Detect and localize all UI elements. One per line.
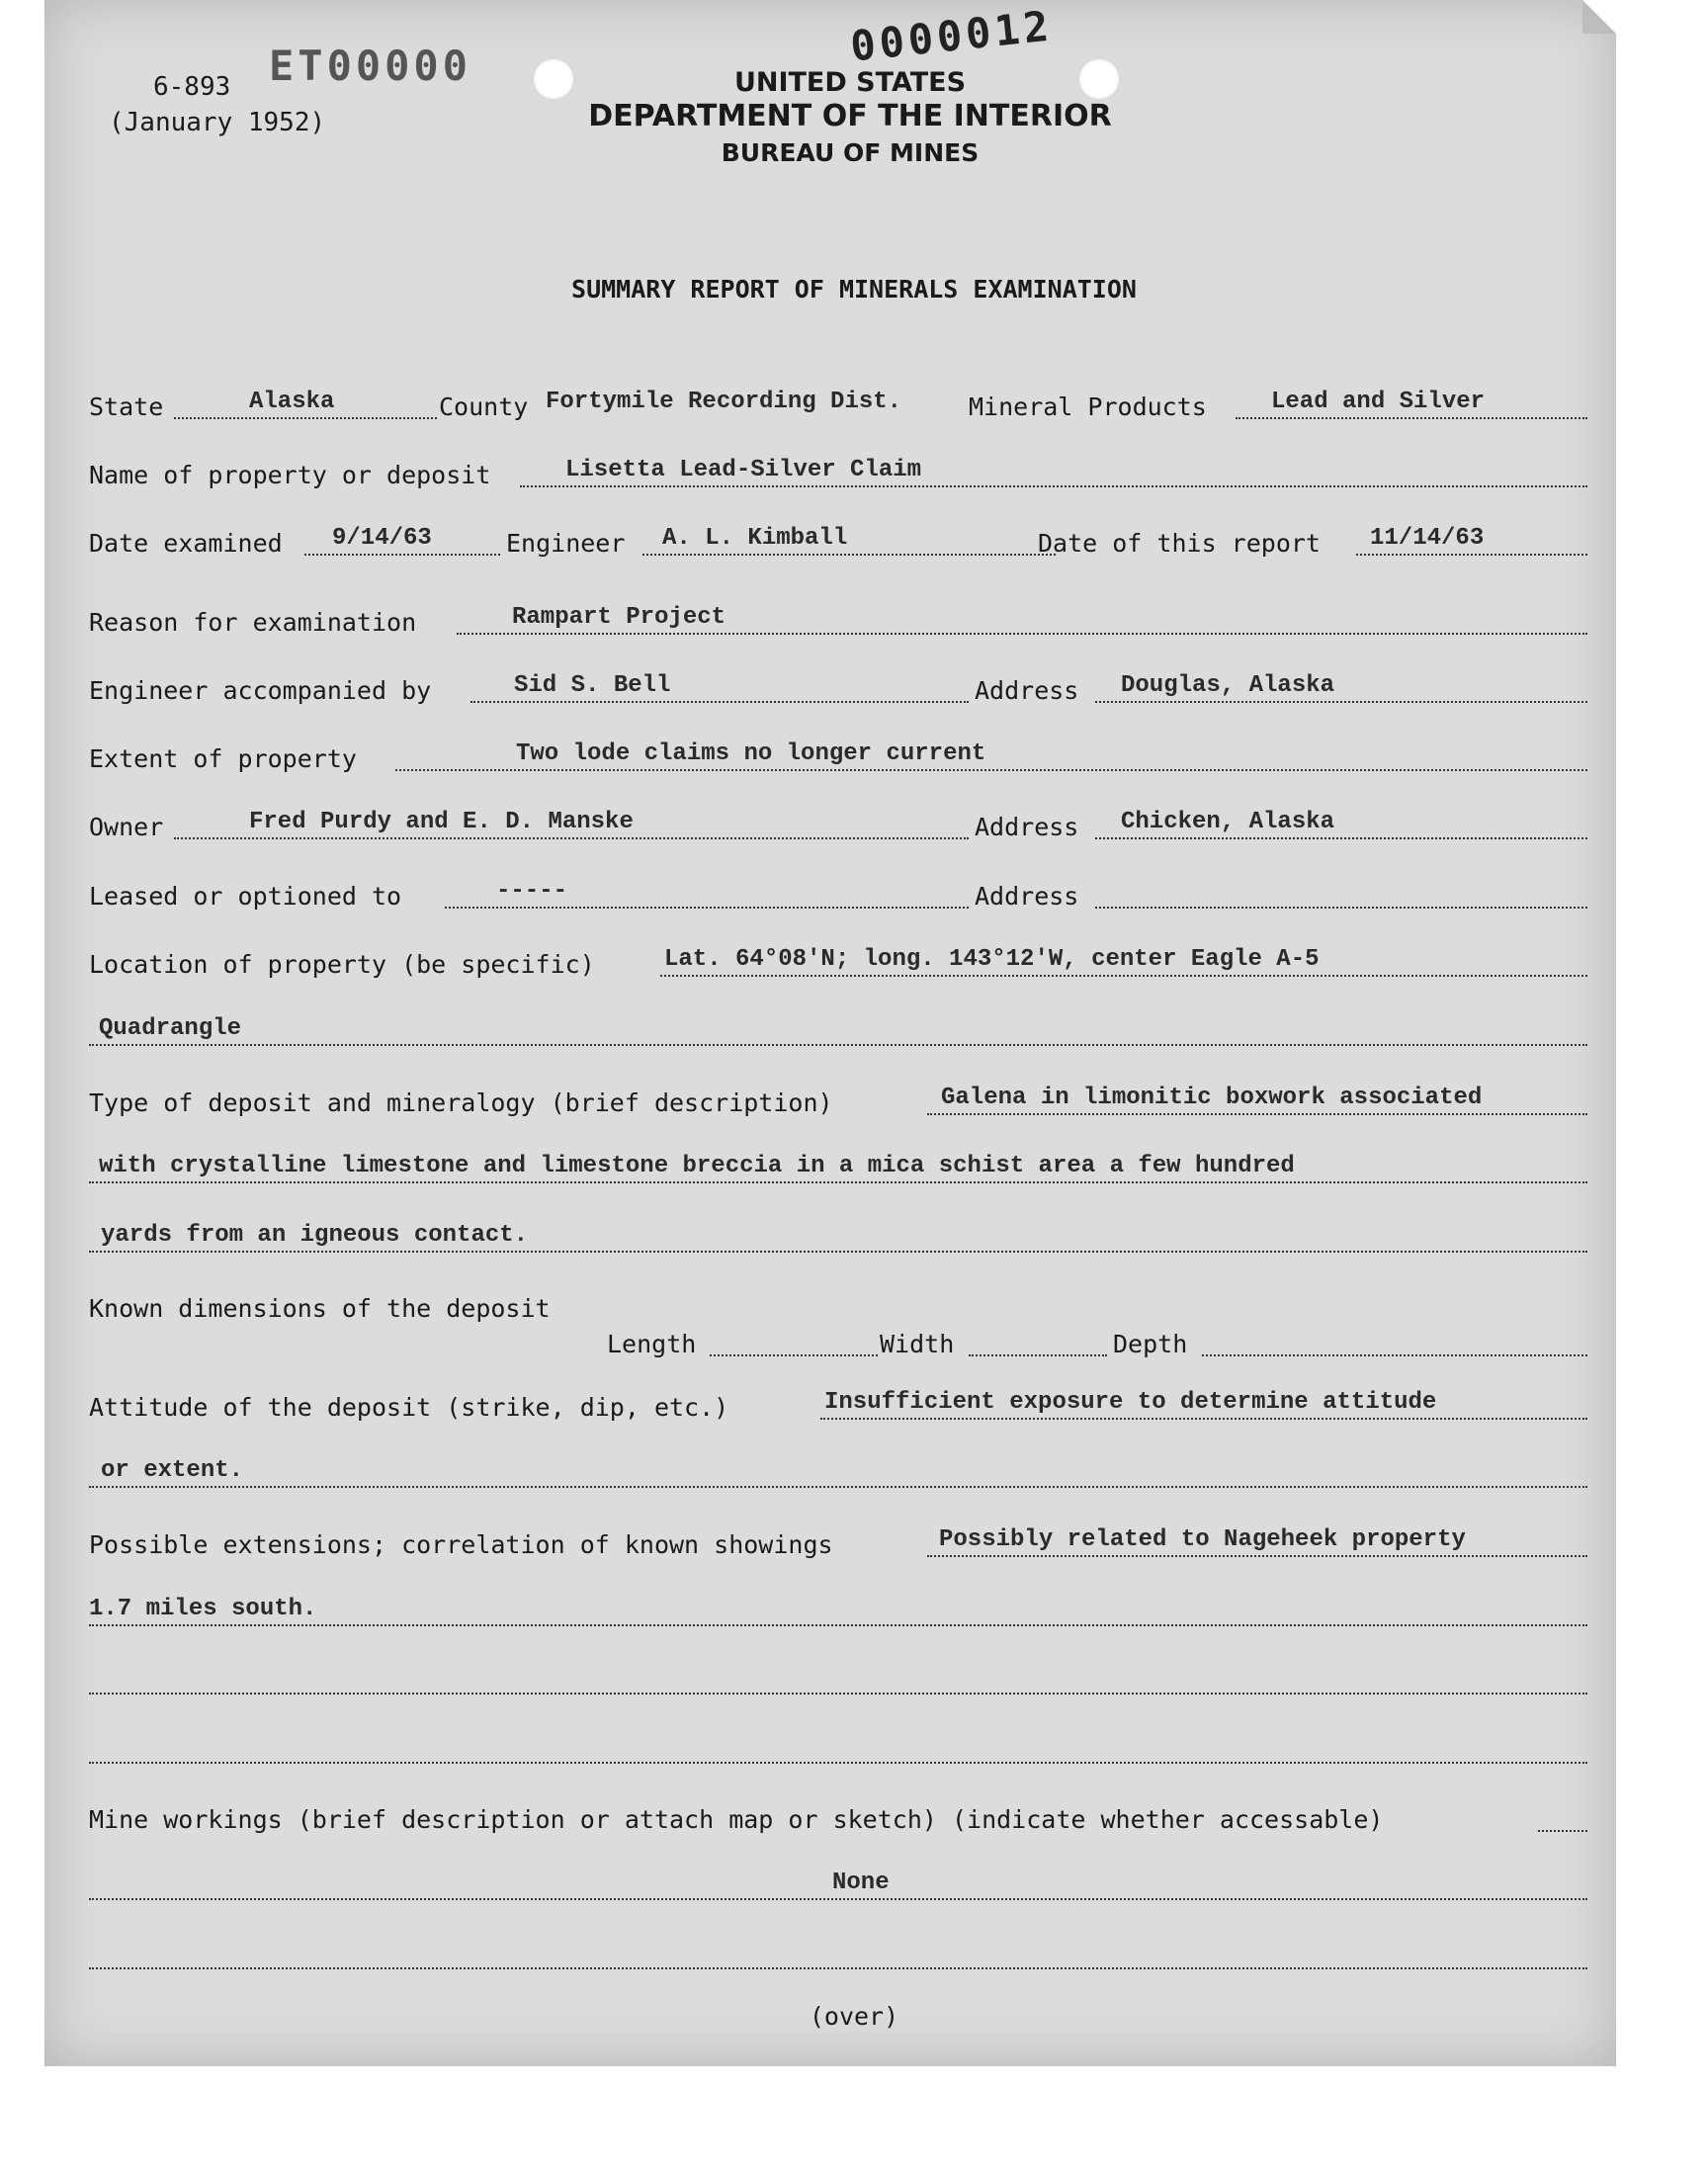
row-location-2 xyxy=(89,1010,1587,1050)
attitude-label: Attitude of the deposit (strike, dip, etc.) xyxy=(89,1393,729,1422)
row-dimensions xyxy=(89,1285,1587,1325)
date-examined-label: Date examined xyxy=(89,529,283,558)
report-date-value: 11/14/63 xyxy=(1370,525,1485,552)
report-date-label: Date of this report xyxy=(1038,529,1321,558)
agency-line-1: UNITED STATES xyxy=(733,67,967,98)
row-dimensions-values xyxy=(89,1321,1587,1360)
over-note: (over) xyxy=(809,2002,899,2031)
row-reason xyxy=(89,599,1587,639)
deposit-type-value-2: with crystalline limestone and limestone breccia in a mica schist area a few hundred xyxy=(99,1153,1295,1179)
deposit-type-value-1: Galena in limonitic boxwork associated xyxy=(941,1085,1483,1111)
leased-label: Leased or optioned to xyxy=(89,882,402,911)
property-name-label: Name of property or deposit xyxy=(89,461,491,489)
stamp-number-left: ET00000 xyxy=(269,42,472,90)
row-leased xyxy=(89,873,1587,913)
row-accompanied xyxy=(89,667,1587,707)
row-blank-2 xyxy=(89,1728,1587,1768)
county-label: County xyxy=(439,392,529,421)
state-label: State xyxy=(89,392,164,421)
accompanied-label: Engineer accompanied by xyxy=(89,676,432,705)
owner-address-value: Chicken, Alaska xyxy=(1121,809,1335,835)
row-deposit-type xyxy=(89,1080,1587,1119)
width-label: Width xyxy=(880,1330,955,1358)
length-label: Length xyxy=(607,1330,697,1358)
row-extent xyxy=(89,736,1587,775)
row-extensions-2 xyxy=(89,1591,1587,1630)
location-value-1: Lat. 64°08'N; long. 143°12'W, center Eagle A-5 xyxy=(664,946,1320,973)
depth-label: Depth xyxy=(1113,1330,1188,1358)
leased-value: ----- xyxy=(496,878,568,905)
row-deposit-type-3 xyxy=(89,1217,1587,1257)
date-examined-value: 9/14/63 xyxy=(332,525,432,552)
reason-value: Rampart Project xyxy=(512,604,726,631)
agency-line-2: DEPARTMENT OF THE INTERIOR xyxy=(588,99,1112,133)
attitude-value-1: Insufficient exposure to determine attitude xyxy=(824,1389,1437,1416)
deposit-type-label: Type of deposit and mineralogy (brief description) xyxy=(89,1088,833,1117)
row-extensions xyxy=(89,1522,1587,1561)
property-name-value: Lisetta Lead-Silver Claim xyxy=(565,457,922,483)
leased-address-label: Address xyxy=(975,882,1079,911)
state-value: Alaska xyxy=(249,389,335,415)
engineer-value: A. L. Kimball xyxy=(662,525,848,552)
mineral-products-label: Mineral Products xyxy=(969,392,1207,421)
extensions-label: Possible extensions; correlation of known showings xyxy=(89,1530,833,1559)
owner-value: Fred Purdy and E. D. Manske xyxy=(249,809,634,835)
extent-value: Two lode claims no longer current xyxy=(516,740,986,767)
engineer-label: Engineer xyxy=(506,529,626,558)
row-owner xyxy=(89,804,1587,843)
row-attitude-2 xyxy=(89,1452,1587,1492)
form-number: 6-893 xyxy=(153,72,231,102)
row-workings xyxy=(89,1796,1587,1836)
accompanied-value: Sid S. Bell xyxy=(514,672,671,699)
agency-line-3: BUREAU OF MINES xyxy=(721,138,980,167)
accompanied-address-value: Douglas, Alaska xyxy=(1121,672,1335,699)
owner-address-label: Address xyxy=(975,813,1079,841)
county-value: Fortymile Recording Dist. xyxy=(546,389,902,415)
extensions-value-1: Possibly related to Nageheek property xyxy=(939,1526,1466,1553)
workings-value: None xyxy=(832,1870,890,1896)
row-location xyxy=(89,941,1587,981)
mineral-products-value: Lead and Silver xyxy=(1271,389,1486,415)
row-date-examined xyxy=(89,520,1587,560)
stamp-number-top: 0000012 xyxy=(848,1,1056,71)
reason-label: Reason for examination xyxy=(89,608,417,637)
report-title: SUMMARY REPORT OF MINERALS EXAMINATION xyxy=(571,275,1137,304)
row-deposit-type-2 xyxy=(89,1148,1587,1187)
accompanied-address-label: Address xyxy=(975,676,1079,705)
page-fold xyxy=(1582,0,1616,34)
attitude-value-2: or extent. xyxy=(101,1457,244,1484)
location-value-2: Quadrangle xyxy=(99,1015,242,1042)
owner-label: Owner xyxy=(89,813,164,841)
extensions-value-2: 1.7 miles south. xyxy=(89,1596,317,1622)
row-state xyxy=(89,384,1587,423)
row-attitude xyxy=(89,1384,1587,1424)
location-label: Location of property (be specific) xyxy=(89,950,595,979)
dimensions-label: Known dimensions of the deposit xyxy=(89,1294,551,1323)
row-blank-1 xyxy=(89,1659,1587,1698)
extent-label: Extent of property xyxy=(89,744,357,773)
form-date: (January 1952) xyxy=(109,108,326,137)
row-workings-3 xyxy=(89,1934,1587,1973)
deposit-type-value-3: yards from an igneous contact. xyxy=(101,1222,529,1249)
row-property-name xyxy=(89,452,1587,491)
workings-label: Mine workings (brief description or attach map or sketch) (indicate whether accessable) xyxy=(89,1805,1384,1834)
row-workings-2 xyxy=(89,1865,1587,1904)
